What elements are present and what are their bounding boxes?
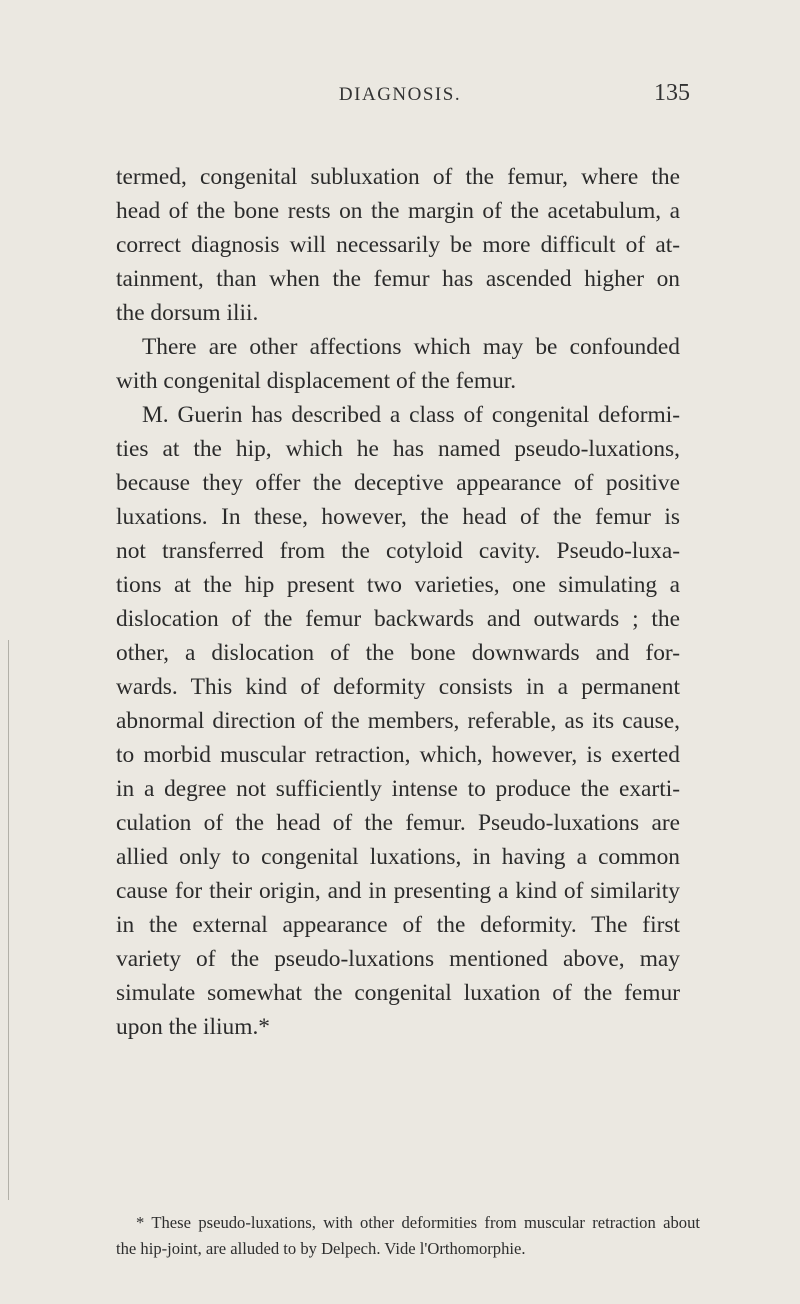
text-line: allied only to congenital luxations, in having a common xyxy=(116,844,680,870)
text-line: There are other affections which may be confounded xyxy=(142,334,680,360)
running-title: DIAGNOSIS. xyxy=(338,84,462,105)
text-line: culation of the head of the femur. Pseudo-luxations are xyxy=(116,810,680,836)
text-line: M. Guerin has described a class of congenital deformi- xyxy=(142,402,680,428)
text-line: to morbid muscular retraction, which, however, is exerted xyxy=(116,742,680,768)
text-line: wards. This kind of deformity consists in a permanent xyxy=(116,674,680,700)
text-line: not transferred from the cotyloid cavity. Pseudo-luxa- xyxy=(116,538,680,564)
text-line: correct diagnosis will necessarily be more difficult of at- xyxy=(116,232,680,258)
page-edge-shadow xyxy=(8,640,9,1200)
text-line: cause for their origin, and in presenting a kind of similarity xyxy=(116,878,680,904)
text-line: termed, congenital subluxation of the femur, where the xyxy=(116,164,680,190)
text-line: abnormal direction of the members, referable, as its cause, xyxy=(116,708,680,734)
text-line: the dorsum ilii. xyxy=(116,300,259,326)
text-line: in the external appearance of the deformity. The first xyxy=(116,912,680,938)
footnote-line: the hip-joint, are alluded to by Delpech. Vide l'Orthomorphie. xyxy=(116,1239,526,1258)
text-line: variety of the pseudo-luxations mentioned above, may xyxy=(116,946,680,972)
body-text xyxy=(116,160,680,1044)
footnote-line: * These pseudo-luxations, with other deformities from muscular retraction about xyxy=(136,1213,700,1232)
text-line: with congenital displacement of the femur. xyxy=(116,368,517,394)
text-line: in a degree not sufficiently intense to produce the exarti- xyxy=(116,776,680,802)
text-line: dislocation of the femur backwards and outwards ; the xyxy=(116,606,680,632)
text-line: tions at the hip present two varieties, one simulating a xyxy=(116,572,680,598)
text-line: simulate somewhat the congenital luxation of the femur xyxy=(116,980,680,1006)
page-number: 135 xyxy=(654,80,690,106)
text-line: tainment, than when the femur has ascended higher on xyxy=(116,266,680,292)
text-line: other, a dislocation of the bone downwards and for- xyxy=(116,640,680,666)
text-line: because they offer the deceptive appearance of positive xyxy=(116,470,680,496)
text-line: head of the bone rests on the margin of the acetabulum, a xyxy=(116,198,680,224)
text-line: luxations. In these, however, the head of the femur is xyxy=(116,504,680,530)
text-line: ties at the hip, which he has named pseudo-luxations, xyxy=(116,436,680,462)
running-head xyxy=(0,80,800,120)
footnote xyxy=(116,1210,700,1262)
text-line: upon the ilium.* xyxy=(116,1014,270,1040)
